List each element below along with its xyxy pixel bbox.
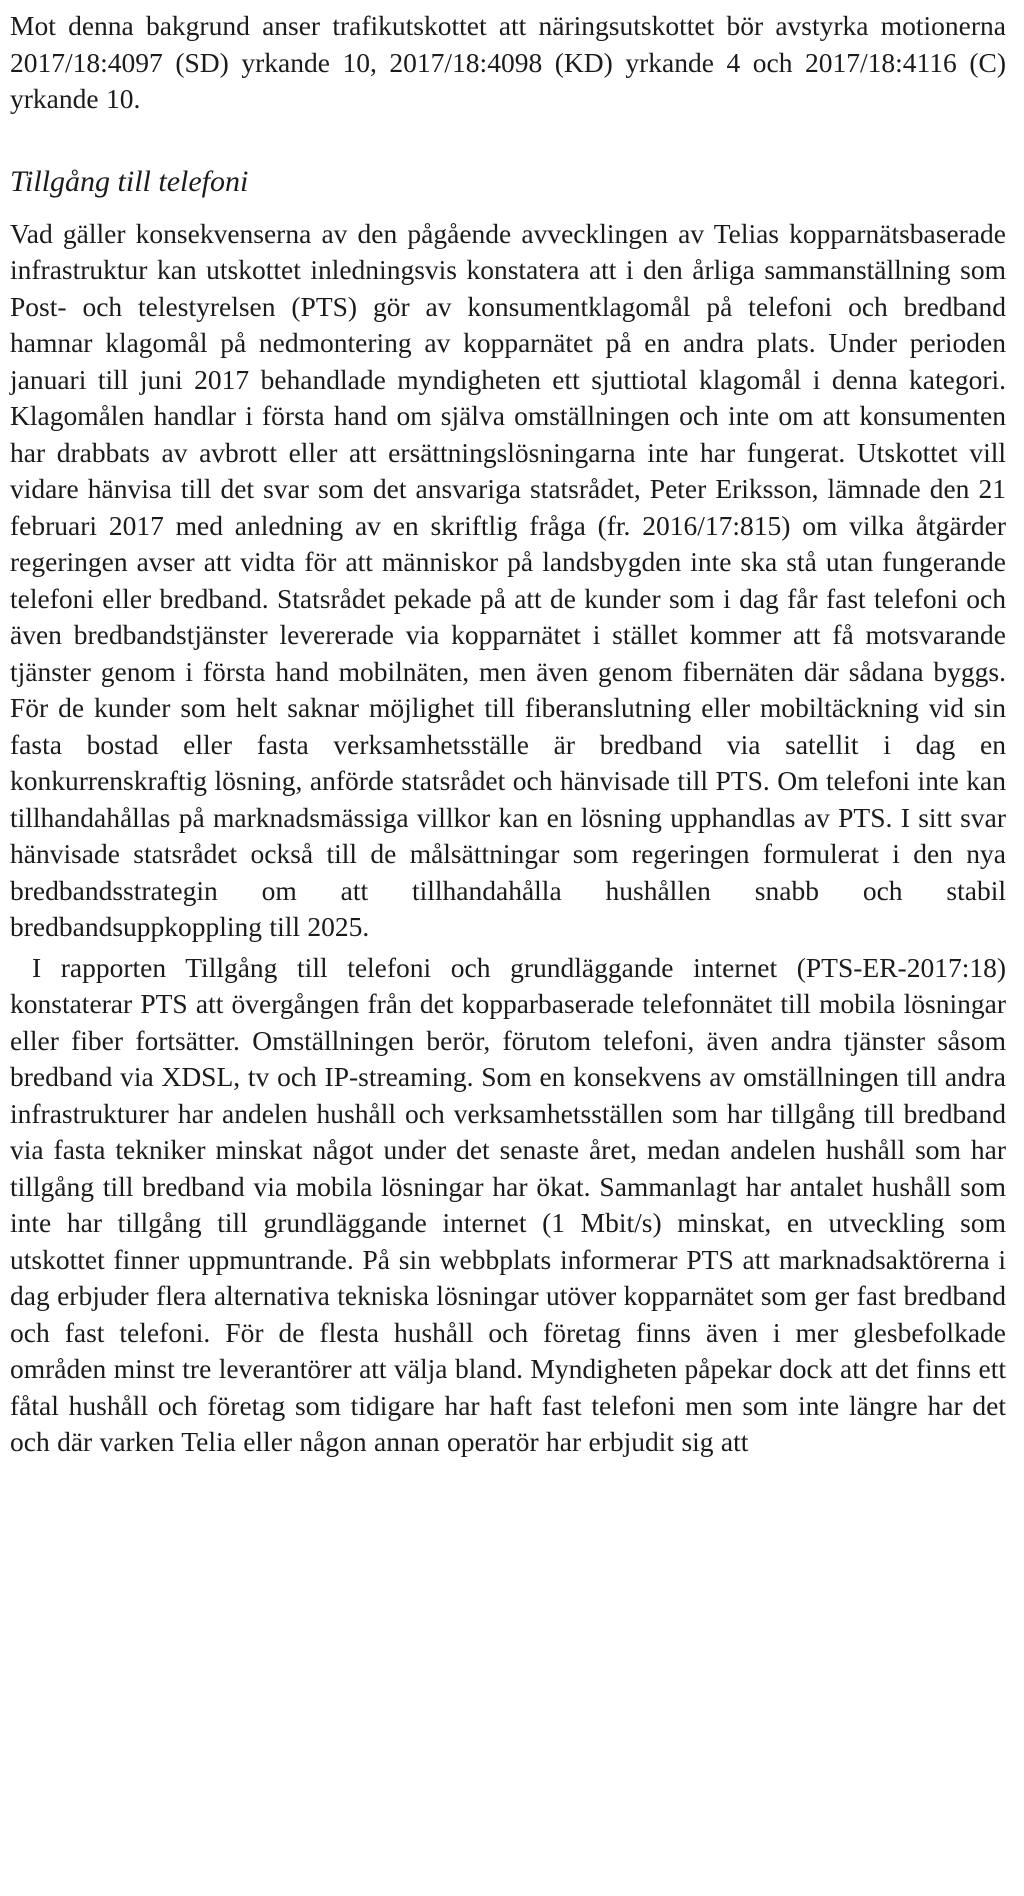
section-heading: Tillgång till telefoni [10,164,249,198]
body-paragraph-1: Vad gäller konsekvenserna av den pågående avvecklingen av Telias kopparnätsbaserade infrastruktur kan utskottet inledningsvis konstatera att i den årliga sammanställning som Post- och telestyrelsen (PTS) gör av konsumentklagomål på telefoni och bredband hamnar klagomål på nedmontering av kopparnätet på en andra plats. Under perioden januari till juni 2017 behandlade myndigheten ett sjuttiotal klagomål i denna kategori. Klagomålen handlar i första hand om själva omställningen och inte om att konsumenten har drabbats av avbrott eller att ersättningslösningarna inte har fungerat. Utskottet vill vidare hänvisa till det svar som det ansvariga statsrådet, Peter Eriksson, lämnade den 21 februari 2017 med anledning av en skriftlig fråga (fr. 2016/17:815) om vilka åtgärder regeringen avser att vidta för att människor på landsbygden inte ska stå utan fungerande telefoni eller bredband. Statsrådet pekade på att de kunder som i dag får fast telefoni och även bredbandstjänster levererade via kopparnätet i stället kommer att få motsvarande tjänster genom i första hand mobilnäten, men även genom fibernäten där sådana byggs. För de kunder som helt saknar möjlighet till fiberanslutning eller mobiltäckning vid sin fasta bostad eller fasta verksamhetsställe är bredband via satellit i dag en konkurrenskraftig lösning, anförde statsrådet och hänvisade till PTS. Om telefoni inte kan tillhandahållas på marknadsmässiga villkor kan en lösning upphandlas av PTS. I sitt svar hänvisade statsrådet också till de målsättningar som regeringen formulerat i den nya bredbandsstrategin om att tillhandahålla hushållen snabb och stabil bredbandsuppkoppling till 2025. [10,217,1006,942]
intro-paragraph: Mot denna bakgrund anser trafikutskottet att näringsutskottet bör avstyrka motionerna 2017/18:4097 (SD) yrkande 10, 2017/18:4098 (KD) yrkande 4 och 2017/18:4116 (C) yrkande 10. [10,10,1006,114]
document-page [10,8,1006,1461]
body-paragraph-2: I rapporten Tillgång till telefoni och grundläggande internet (PTS-ER-2017:18) konstaterar PTS att övergången från det kopparbaserade telefonnätet till mobila lösningar eller fiber fortsätter. Omställningen berör, förutom telefoni, även andra tjänster såsom bredband via XDSL, tv och IP-streaming. Som en konsekvens av omställningen till andra infrastrukturer har andelen hushåll och verksamhetsställen som har tillgång till bredband via fasta tekniker minskat något under det senaste året, medan andelen hushåll som har tillgång till bredband via mobila lösningar har ökat. Sammanlagt har antalet hushåll som inte har tillgång till grundläggande internet (1 Mbit/s) minskat, en utveckling som utskottet finner uppmuntrande. På sin webbplats informerar PTS att marknadsaktörerna i dag erbjuder flera alternativa tekniska lösningar utöver kopparnätet som ger fast bredband och fast telefoni. För de flesta hushåll och företag finns även i mer glesbefolkade områden minst tre leverantörer att välja bland. Myndigheten påpekar dock att det finns ett fåtal hushåll och företag som tidigare har haft fast telefoni men som inte längre har det och där varken Telia eller någon annan operatör har erbjudit sig att [10,951,1006,1457]
